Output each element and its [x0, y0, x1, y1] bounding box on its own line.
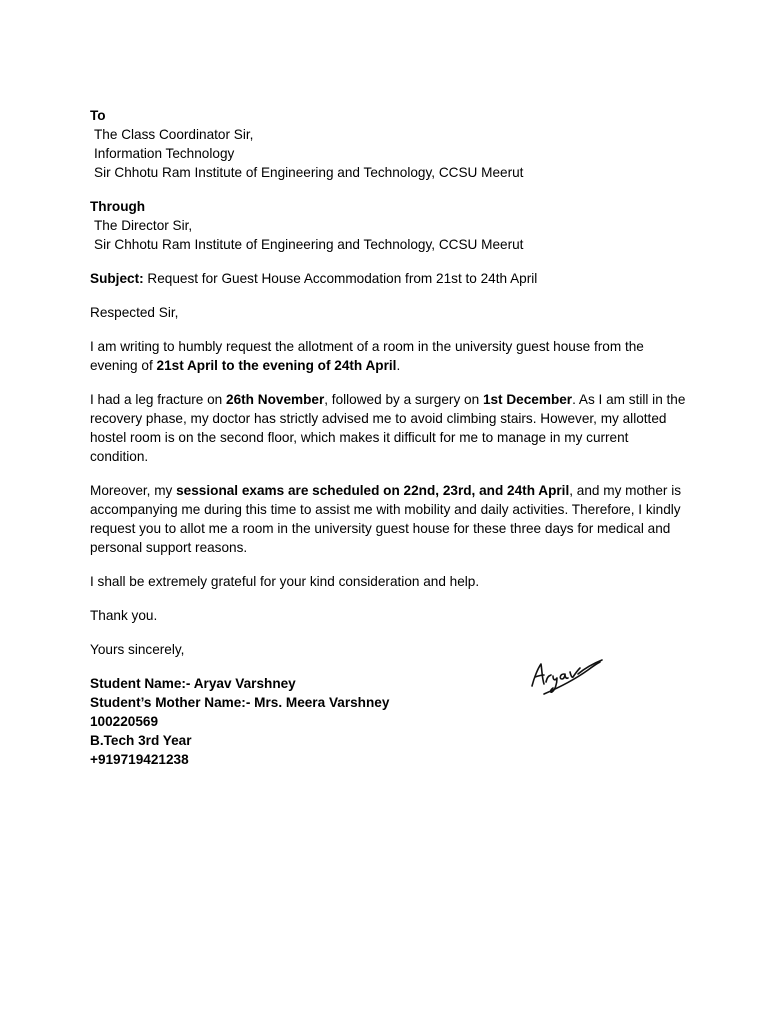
para1-text: I am writing to humbly request the allotment of a room in the university guest house from the evening of: [90, 339, 644, 373]
para1-bold: 21st April to the evening of 24th April: [156, 358, 397, 373]
thanks-line: Thank you.: [90, 608, 158, 623]
para2-bold-date: 26th November: [226, 392, 325, 407]
para2-text: , followed by a surgery on: [324, 392, 483, 407]
roll-number: 100220569: [90, 714, 159, 729]
paragraph-exams: [90, 481, 690, 557]
para3-bold: sessional exams are scheduled on 22nd, 23rd, and 24th April: [176, 483, 570, 498]
mother-name: Student’s Mother Name:- Mrs. Meera Varshney: [90, 695, 390, 710]
handwritten-signature-icon: [526, 650, 606, 700]
student-name: Student Name:- Aryav Varshney: [90, 676, 296, 691]
para2-text: . As I am still in the recovery phase, my doctor has strictly advised me to avoid climbing stairs. However, my allotted hostel room is on the second floor, which makes it difficult for me to manage in my current condition.: [90, 392, 686, 464]
salutation: Respected Sir,: [90, 305, 179, 320]
to-heading: To: [90, 108, 106, 123]
paragraph-medical: [90, 390, 690, 466]
to-line: Information Technology: [94, 146, 235, 161]
through-line: Sir Chhotu Ram Institute of Engineering and Technology, CCSU Meerut: [94, 237, 524, 252]
para3-text: Moreover, my: [90, 483, 177, 498]
subject-line: [90, 269, 690, 288]
through-line: The Director Sir,: [94, 218, 193, 233]
para1-end: .: [396, 358, 401, 373]
course-year: B.Tech 3rd Year: [90, 733, 192, 748]
through-block: [90, 197, 690, 254]
para2-text: I had a leg fracture on: [90, 392, 227, 407]
para3-text: , and my mother is accompanying me during this time to assist me with mobility and daily activities. Therefore, I kindly request you to allot me a room in the university guest house for these three days for medical and personal support reasons.: [90, 483, 682, 555]
paragraph-gratitude: I shall be extremely grateful for your kind consideration and help.: [90, 574, 480, 589]
through-heading: Through: [90, 199, 146, 214]
phone-number: +919719421238: [90, 752, 189, 767]
subject-text: Request for Guest House Accommodation from 21st to 24th April: [143, 271, 538, 286]
closing-line: Yours sincerely,: [90, 642, 185, 657]
to-line: The Class Coordinator Sir,: [94, 127, 254, 142]
to-line: Sir Chhotu Ram Institute of Engineering and Technology, CCSU Meerut: [94, 165, 524, 180]
to-block: [90, 106, 690, 182]
para2-bold-date: 1st December: [482, 392, 573, 407]
subject-label: Subject:: [90, 271, 144, 286]
paragraph-request: [90, 337, 690, 375]
